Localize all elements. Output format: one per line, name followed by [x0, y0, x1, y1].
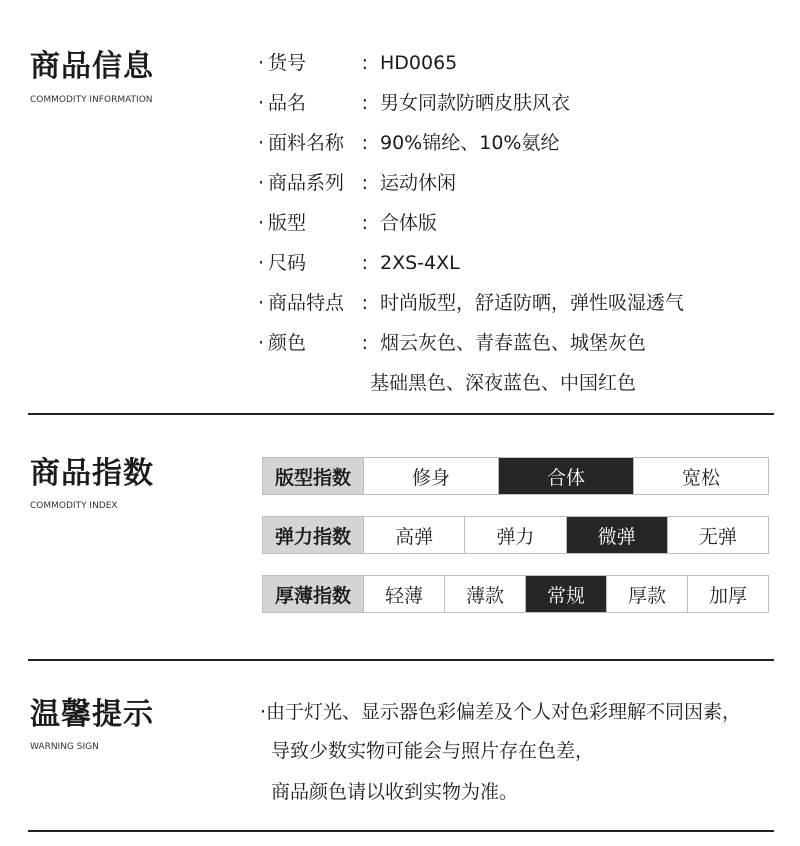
info-row [258, 328, 646, 358]
index-option: 无弹 [698, 525, 737, 548]
info-row [258, 128, 559, 158]
label-colon: : [361, 251, 368, 274]
info-value: 合体版 [380, 211, 438, 234]
divider-3 [28, 830, 774, 832]
info-label-text: 版型 [268, 211, 307, 234]
info-value: 男女同款防晒皮肤风衣 [380, 91, 571, 114]
index-label: 厚薄指数 [263, 576, 364, 612]
info-row [258, 48, 457, 78]
bullet-dot: · [258, 51, 265, 74]
info-value: 2XS-4XL [380, 251, 460, 274]
index-row [262, 457, 769, 495]
index-option-selected: 微弹 [567, 517, 668, 553]
info-label [258, 51, 368, 74]
index-option-selected: 常规 [526, 576, 607, 612]
info-label [258, 251, 368, 274]
label-colon: : [361, 131, 368, 154]
bullet-dot: · [258, 291, 265, 314]
info-label-text: 商品系列 [268, 171, 345, 194]
index-row [262, 516, 769, 554]
index-options [364, 458, 768, 494]
index-option: 加厚 [708, 584, 747, 607]
index-section-subtitle: COMMODITY INDEX [30, 501, 118, 511]
bullet-dot: · [258, 251, 265, 274]
divider-1 [28, 413, 774, 415]
info-label-text: 品名 [268, 91, 307, 114]
info-label-text: 面料名称 [268, 131, 345, 154]
color-value-line2: 基础黑色、深夜蓝色、中国红色 [370, 371, 637, 394]
warning-section-subtitle: WARNING SIGN [30, 742, 99, 752]
index-option-selected: 合体 [499, 458, 634, 494]
index-option: 修身 [364, 458, 499, 494]
index-option: 宽松 [681, 466, 720, 489]
bullet-dot: · [258, 171, 265, 194]
info-value: 运动休闲 [380, 171, 457, 194]
warning-section-title: 温馨提示 [30, 697, 154, 732]
info-label [258, 91, 368, 114]
index-label: 弹力指数 [263, 517, 364, 553]
info-label [258, 211, 368, 234]
index-option: 薄款 [445, 576, 526, 612]
label-colon: : [361, 91, 368, 114]
info-label [258, 291, 368, 314]
info-label-text: 商品特点 [268, 291, 345, 314]
info-row [258, 88, 570, 118]
index-option: 高弹 [364, 517, 465, 553]
info-row [258, 208, 437, 238]
info-value: 烟云灰色、青春蓝色、城堡灰色 [380, 331, 647, 354]
bullet-dot: · [258, 211, 265, 234]
index-options [364, 517, 768, 553]
index-options [364, 576, 768, 612]
index-section-title: 商品指数 [30, 456, 154, 491]
info-label [258, 131, 368, 154]
index-option: 弹力 [465, 517, 566, 553]
bullet-dot: · [258, 91, 265, 114]
index-row [262, 575, 769, 613]
color-row-continued [258, 368, 636, 398]
info-row [258, 168, 456, 198]
index-label: 版型指数 [263, 458, 364, 494]
info-label [258, 331, 368, 354]
label-colon: : [361, 291, 368, 314]
warning-line-2: 导致少数实物可能会与照片存在色差， [271, 740, 595, 762]
info-label-text: 货号 [268, 51, 307, 74]
divider-2 [28, 659, 774, 661]
label-colon: : [361, 51, 368, 74]
label-colon: : [361, 211, 368, 234]
index-option: 轻薄 [364, 576, 445, 612]
info-value: 时尚版型，舒适防晒，弹性吸湿透气 [380, 291, 685, 314]
info-row [258, 248, 460, 278]
info-label [258, 171, 368, 194]
bullet-dot: · [258, 131, 265, 154]
info-row [258, 288, 684, 318]
info-label-text: 尺码 [268, 251, 307, 274]
warning-line-1: ·由于灯光、显示器色彩偏差及个人对色彩理解不同因素， [260, 701, 742, 723]
info-value: HD0065 [380, 51, 458, 74]
info-label-text: 颜色 [268, 331, 307, 354]
bullet-dot: · [258, 331, 265, 354]
warning-line-3: 商品颜色请以收到实物为准。 [271, 781, 519, 803]
info-value: 90%锦纶、10%氨纶 [380, 131, 560, 154]
label-colon: : [361, 171, 368, 194]
index-option: 厚款 [607, 576, 688, 612]
info-section-title: 商品信息 [30, 49, 154, 84]
label-colon: : [361, 331, 368, 354]
info-section-subtitle: COMMODITY INFORMATION [30, 95, 153, 105]
